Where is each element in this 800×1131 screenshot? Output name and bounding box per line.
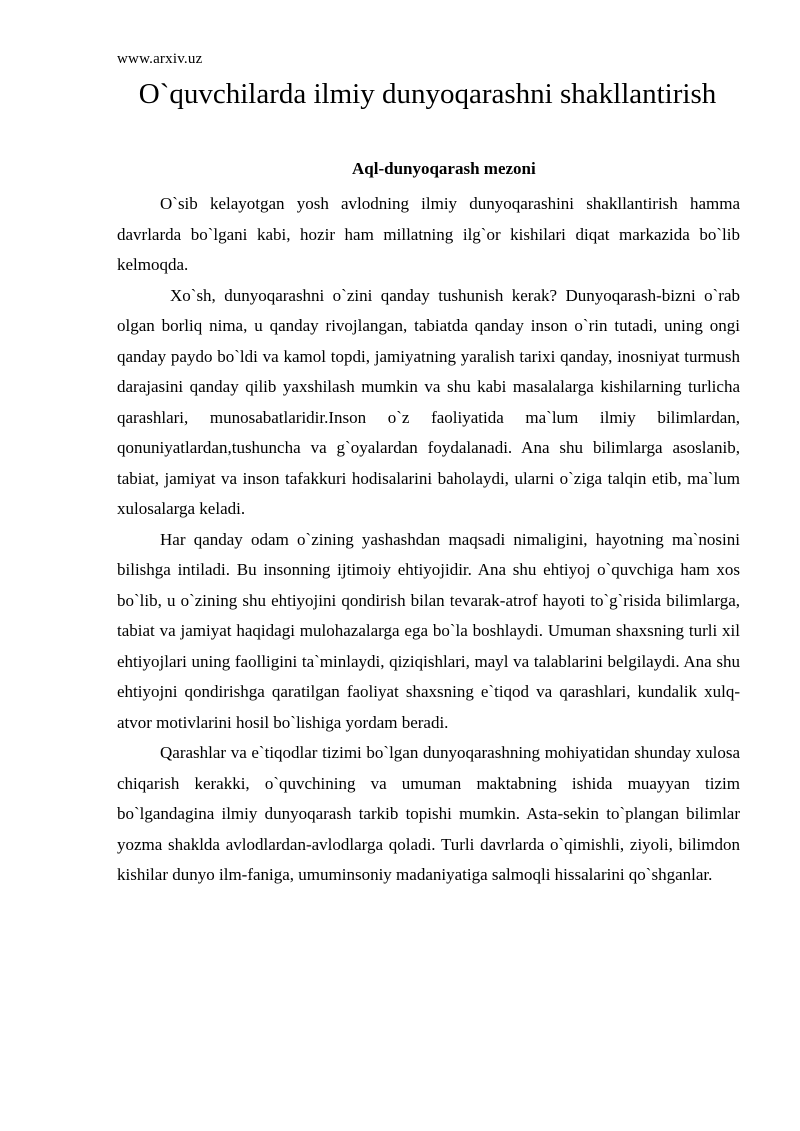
paragraph: Har qanday odam o`zining yashashdan maqsadi nimaligini, hayotning ma`nosini bilishga intiladi. Bu insonning ijtimoiy ehtiyojidir. Ana shu ehtiyoj o`quvchiga ham xos bo`lib, u o`zining shu ehtiyojini qondirish bilan tevarak-atrof hayoti to`g`risida bilimlarga, tabiat va jamiyat haqidagi mulohazalarga ega bo`la boshlaydi. Umuman shaxsning turli xil ehtiyojlari uning faolligini ta`minlaydi, qiziqishlari, mayl va talablarini belgilaydi. Ana shu ehtiyojni qondirishga qaratilgan faoliyat shaxsning e`tiqod va qarashlari, kundalik xulq-atvor motivlarini hosil bo`lishiga yordam beradi.	[117, 529, 740, 732]
document-title: O`quvchilarda ilmiy dunyoqarashni shakllantirish	[138, 78, 717, 110]
document-body	[117, 189, 740, 891]
site-header-url: www.arxiv.uz	[117, 51, 203, 67]
paragraph: O`sib kelayotgan yosh avlodning ilmiy dunyoqarashini shakllantirish hamma davrlarda bo`lgani kabi, hozir ham millatning ilg`or kishilari diqat markazida bo`lib kelmoqda.	[117, 194, 740, 274]
section-heading: Aql-dunyoqarash mezoni	[352, 159, 536, 178]
paragraph: Qarashlar va e`tiqodlar tizimi bo`lgan dunyoqarashning mohiyatidan shunday xulosa chiqarish kerakki, o`quvchining va umuman maktabning ishida muayyan tizim bo`lgandagina ilmiy dunyoqarash tarkib topishi mumkin. Asta-sekin to`plangan bilimlar yozma shaklda avlodlardan-avlodlarga qoladi. Turli davrlarda o`qimishli, ziyoli, bilimdon kishilar dunyo ilm-faniga, umuminsoniy madaniyatiga salmoqli hissalarini qo`shganlar.	[117, 743, 740, 884]
paragraph: Xo`sh, dunyoqarashni o`zini qanday tushunish kerak? Dunyoqarash-bizni o`rab olgan borliq nima, u qanday rivojlangan, tabiatda qanday inson o`rin tutadi, uning ongi qanday paydo bo`ldi va kamol topdi, jamiyatning yaralish tarixi qanday, inosniyat turmush darajasini qanday qilib yaxshilash mumkin va shu kabi masalalarga kishilarning turlicha qarashlari, munosabatlaridir.Inson o`z faoliyatida ma`lum ilmiy bilimlardan, qonuniyatlardan,tushuncha va g`oyalardan foydalanadi. Ana shu bilimlarga asoslanib, tabiat, jamiyat va inson tafakkuri hodisalarini baholaydi, ularni o`ziga talqin etib, ma`lum xulosalarga keladi.	[117, 285, 740, 518]
